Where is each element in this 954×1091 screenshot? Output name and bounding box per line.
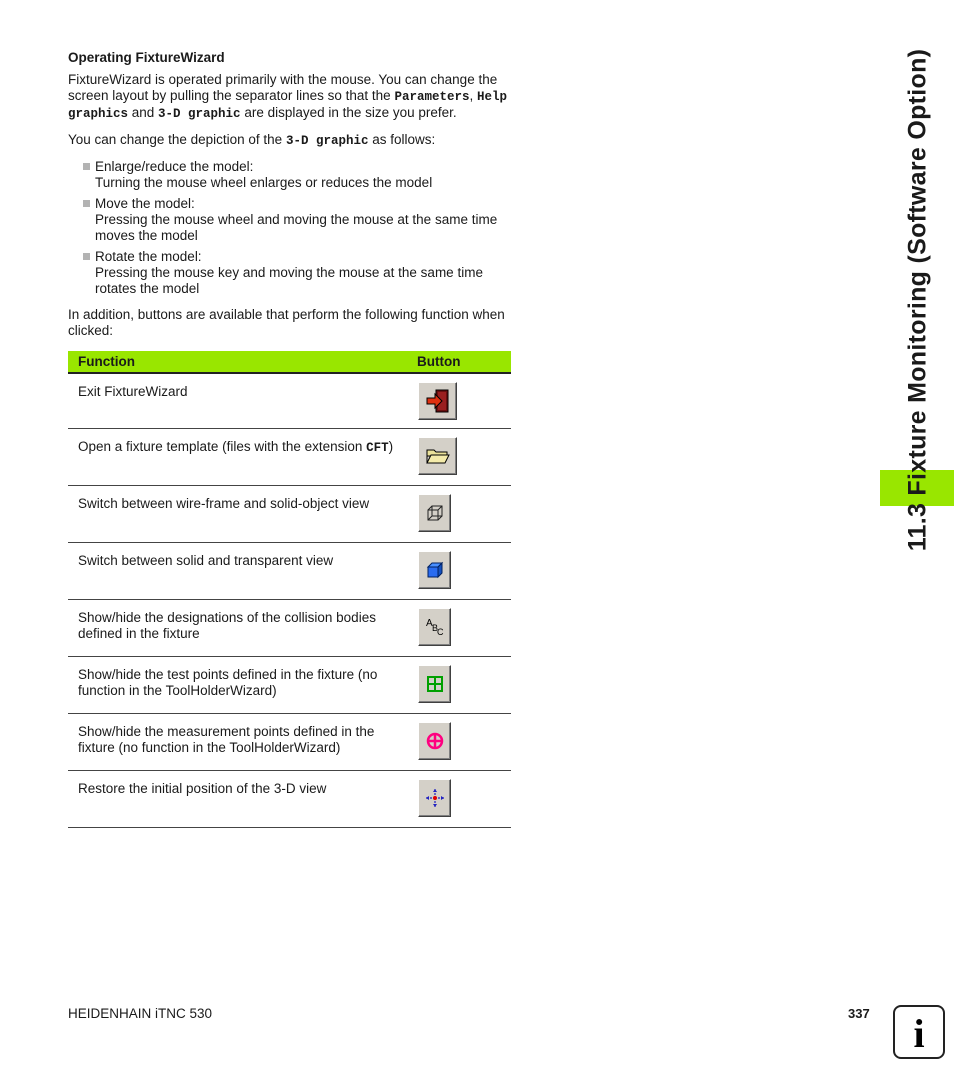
keyword-3d-graphic: 3-D graphic [285,134,369,148]
header-function: Function [68,351,417,373]
measurement-points-toggle-button[interactable] [418,722,451,760]
info-icon [893,1005,945,1059]
transparency-toggle-button[interactable] [418,551,451,589]
table-row: Switch between wire-frame and solid-object view [68,486,511,543]
wireframe-cube-icon [424,502,446,524]
page-number: 337 [848,1006,870,1021]
chapter-title: 11.3 Fixture Monitoring (Software Option) [903,48,932,552]
list-item: Rotate the model: Pressing the mouse key and moving the mouse at the same time rotates the model [68,249,511,297]
measurement-point-icon [424,730,446,752]
depiction-paragraph: You can change the depiction of the 3-D graphic as follows: [68,132,436,148]
test-point-icon [424,673,446,695]
restore-view-icon [424,787,446,809]
depiction-list [68,159,511,297]
function-button-table [68,351,511,828]
designations-toggle-button[interactable] [418,608,451,646]
test-points-toggle-button[interactable] [418,665,451,703]
table-row: Restore the initial position of the 3-D view [68,771,511,828]
open-template-button[interactable] [418,437,457,475]
keyword-parameters: Parameters [394,90,470,104]
solid-cube-icon [424,559,446,581]
svg-text:B: B [431,623,438,633]
restore-view-button[interactable] [418,779,451,817]
main-content [68,48,511,828]
table-row: Show/hide the measurement points defined in the fixture (no function in the ToolHolderWizard) [68,714,511,771]
table-row: Switch between solid and transparent view [68,543,511,600]
folder-open-icon [424,444,452,468]
abc-label-icon [424,616,446,638]
table-row: Open a fixture template (files with the extension CFT) [68,429,511,486]
wireframe-toggle-button[interactable] [418,494,451,532]
table-row: Show/hide the test points defined in the fixture (no function in the ToolHolderWizard) [68,657,511,714]
svg-text:i: i [913,1012,925,1052]
list-item: Move the model: Pressing the mouse wheel and moving the mouse at the same time moves the model [68,196,511,244]
list-item: Enlarge/reduce the model: Turning the mouse wheel enlarges or reduces the model [68,159,511,191]
table-row: Exit FixtureWizard [68,373,511,429]
header-button: Button [417,351,511,373]
exit-button[interactable] [418,382,457,420]
keyword-3d-graphic: 3-D graphic [158,107,241,121]
buttons-intro-paragraph: In addition, buttons are available that perform the following function when clicked: [68,307,505,338]
section-heading: Operating FixtureWizard [68,50,225,65]
intro-paragraph: FixtureWizard is operated primarily with the mouse. You can change the screen layout by pulling the separator lines so that the Parameters, Help graphics and 3-D graphic are displayed in the size you prefer. [68,72,507,121]
svg-text:C: C [436,627,443,637]
table-row: Show/hide the designations of the collision bodies defined in the fixture A B C [68,600,511,657]
svg-text:A: A [425,618,433,629]
footer-product: HEIDENHAIN iTNC 530 [68,1006,213,1021]
keyword-help-graphics: Help graphics [68,90,507,121]
exit-icon [423,386,453,416]
